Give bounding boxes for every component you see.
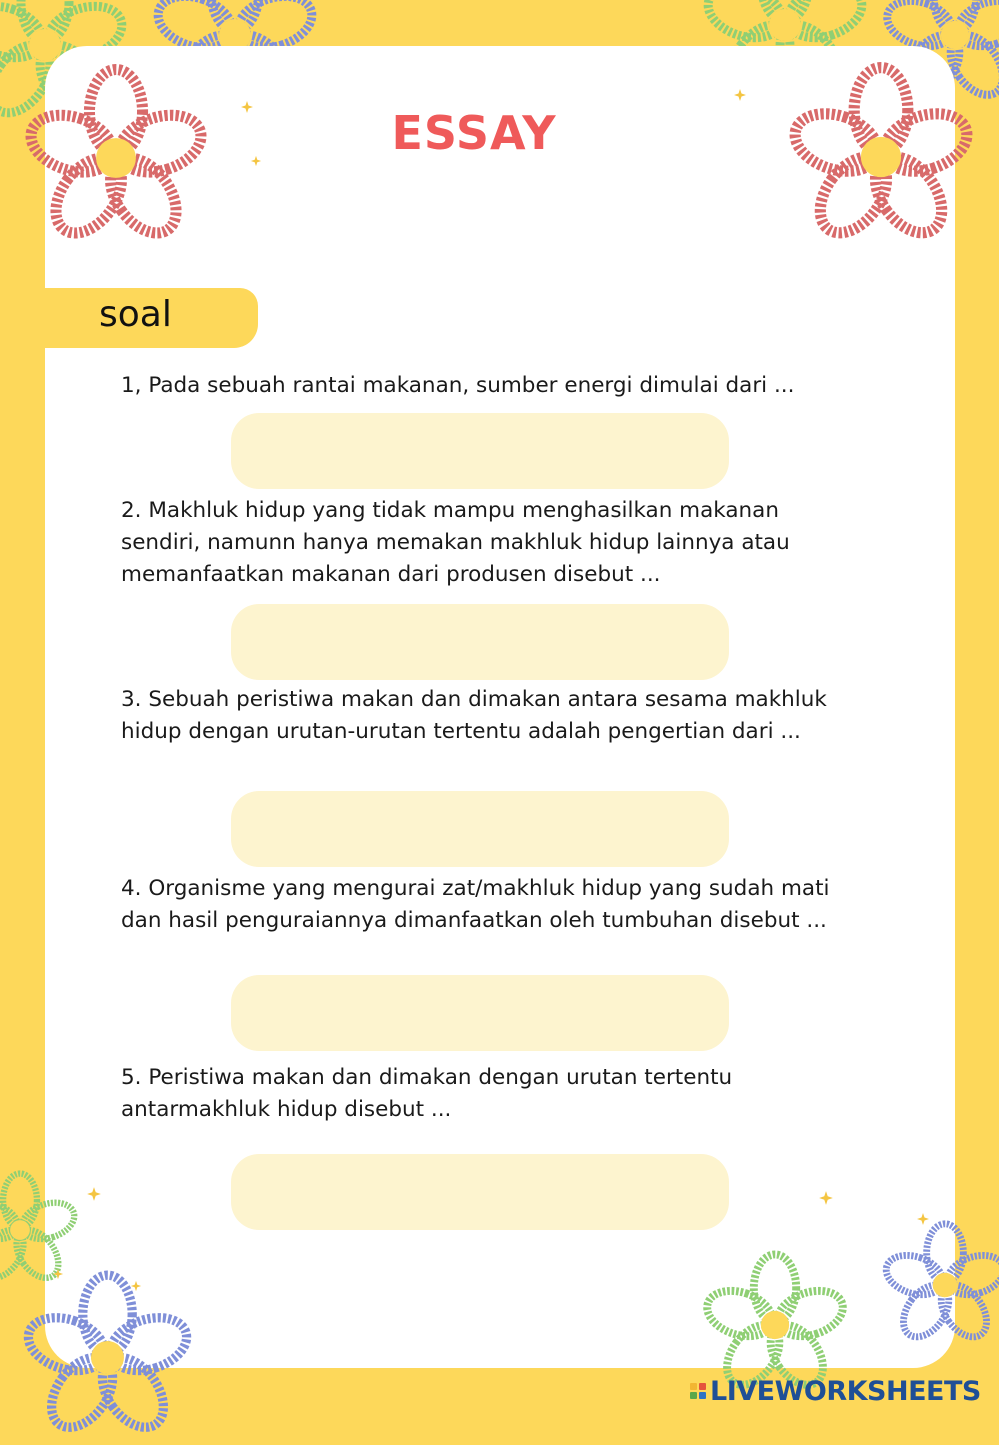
- section-tag: [40, 288, 258, 348]
- answer-input-5[interactable]: [231, 1154, 729, 1230]
- sparkle-icon: [733, 88, 747, 102]
- answer-input-2[interactable]: [231, 604, 729, 680]
- section-label: soal: [99, 294, 172, 335]
- sparkle-icon: [130, 1280, 142, 1292]
- flower-icon: [20, 1270, 195, 1445]
- question-3: 3. Sebuah peristiwa makan dan dimakan antara sesama makhluk hidup dengan urutan-urutan tertentu adalah pengertian dari ...: [121, 687, 827, 744]
- sparkle-icon: [916, 1212, 930, 1226]
- sparkle-icon: [818, 1190, 834, 1206]
- answer-input-4[interactable]: [231, 975, 729, 1051]
- liveworksheets-brand: [690, 1374, 981, 1408]
- liveworksheets-logo-icon: [690, 1383, 706, 1399]
- question-4: 4. Organisme yang mengurai zat/makhluk hidup yang sudah mati dan hasil penguraiannya dimanfaatkan oleh tumbuhan disebut ...: [121, 876, 830, 933]
- sparkle-icon: [52, 1268, 64, 1280]
- sparkle-icon: [86, 1186, 102, 1202]
- question-2: 2. Makhluk hidup yang tidak mampu menghasilkan makanan sendiri, namunn hanya memakan makhluk hidup lainnya atau memanfaatkan makanan dari produsen disebut ...: [121, 498, 790, 587]
- brand-name: LIVEWORKSHEETS: [710, 1375, 981, 1407]
- page-title: ESSAY: [391, 106, 557, 160]
- answer-input-3[interactable]: [231, 791, 729, 867]
- flower-icon: [880, 1210, 999, 1360]
- answer-input-1[interactable]: [231, 413, 729, 489]
- question-1: 1, Pada sebuah rantai makanan, sumber energi dimulai dari ...: [121, 373, 795, 398]
- question-5: 5. Peristiwa makan dan dimakan dengan urutan tertentu antarmakhluk hidup disebut ...: [121, 1065, 733, 1122]
